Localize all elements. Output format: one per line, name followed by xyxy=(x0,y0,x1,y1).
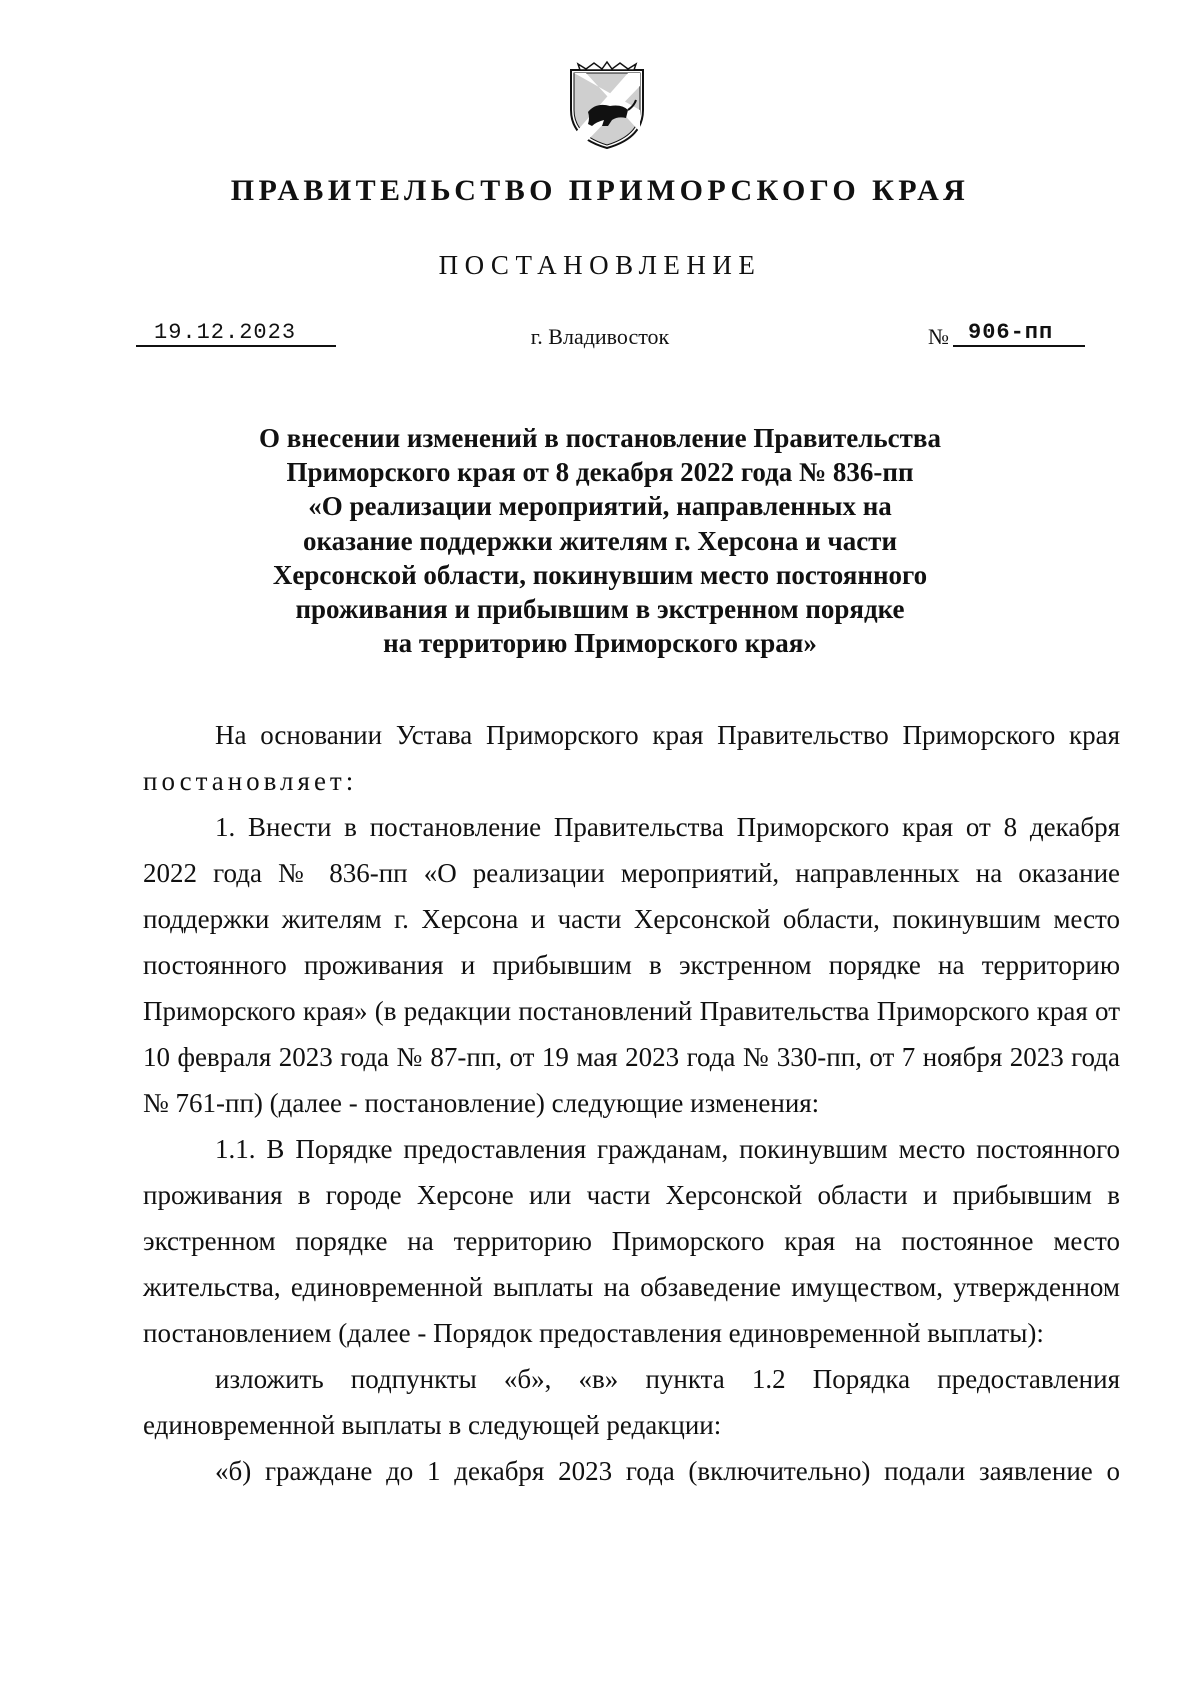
coat-of-arms-emblem xyxy=(568,60,646,150)
title-line: О внесении изменений в постановление Правительства xyxy=(259,423,941,453)
paragraph-subpoint-b: «б) граждане до 1 декабря 2023 года (включительно) подали заявление о xyxy=(215,1456,1120,1486)
title-line: на территорию Приморского края» xyxy=(383,628,817,659)
number-sign: № xyxy=(928,324,949,349)
title-line: «О реализации мероприятий, направленных на xyxy=(308,491,892,522)
document-title xyxy=(150,421,1050,660)
title-line: проживания и прибывшим в экстренном порядке xyxy=(295,594,905,625)
paragraph-1-1: 1.1. В Порядке предоставления гражданам, покинувшим место постоянного проживания в городе Херсоне или части Херсонской области и прибывшим в экстренном порядке на территорию Приморского края на постоянное место жительства, единовременной выплаты на обзаведение имуществом, утвержденном постановлением (далее - Порядок предоставления единовременной выплаты): xyxy=(143,1134,1120,1348)
paragraph-1: 1. Внести в постановление Правительства Приморского края от 8 декабря 2022 года № 836-пп «О реализации мероприятий, направленных на оказание поддержки жителям г. Херсона и части Херсонской области, покинувшим место постоянного проживания и прибывшим в экстренном порядке на территорию Приморского края» (в редакции постановлений Правительства Приморского края от 10 февраля 2023 года № 87-пп, от 19 мая 2023 года № 330-пп, от 7 ноября 2023 года № 761-пп) (далее - постановление) следующие изменения: xyxy=(143,812,1120,1118)
document-body xyxy=(143,712,1120,1494)
paragraph-amendment: изложить подпункты «б», «в» пункта 1.2 Порядка предоставления единовременной выплаты в следующей редакции: xyxy=(143,1364,1120,1440)
intro-keyword: постановляет: xyxy=(143,766,358,796)
title-line: Херсонской области, покинувшим место постоянного xyxy=(272,559,928,590)
organization-name: ПРАВИТЕЛЬСТВО ПРИМОРСКОГО КРАЯ xyxy=(230,174,970,207)
document-type: ПОСТАНОВЛЕНИЕ xyxy=(438,250,762,280)
number-underline xyxy=(953,345,1085,347)
document-city: г. Владивосток xyxy=(530,324,670,349)
title-line: оказание поддержки жителям г. Херсона и части xyxy=(303,525,897,556)
document-number: 906-пп xyxy=(968,320,1054,345)
title-line: Приморского края от 8 декабря 2022 года № 836-пп xyxy=(286,457,914,488)
date-value: 19.12.2023 xyxy=(154,320,297,345)
intro-text: На основании Устава Приморского края Правительство Приморского края xyxy=(215,720,1120,750)
intro-paragraph xyxy=(143,712,1120,804)
